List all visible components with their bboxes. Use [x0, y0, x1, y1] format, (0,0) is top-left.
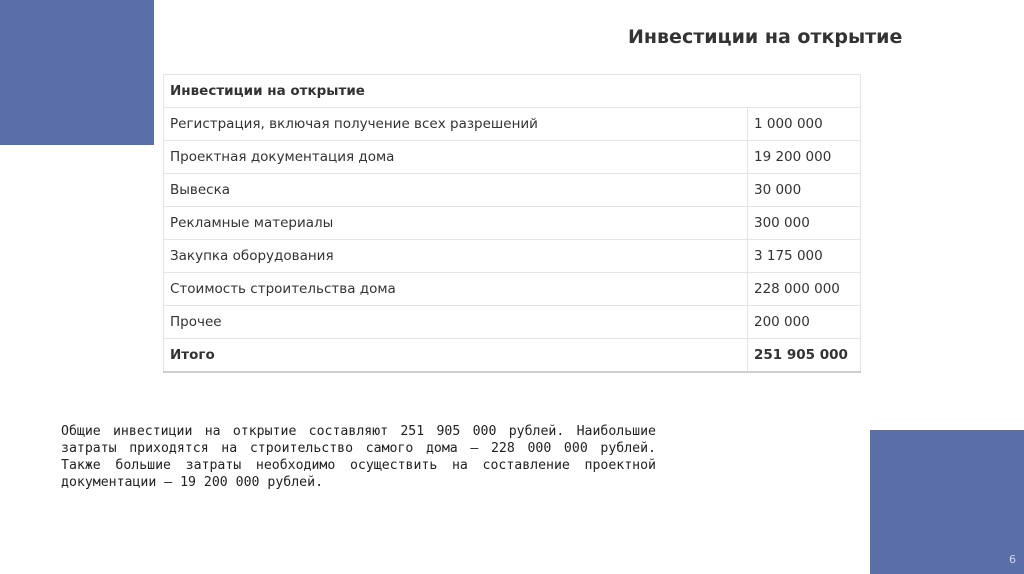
row-label: Закупка оборудования [164, 240, 748, 273]
row-value: 19 200 000 [748, 141, 861, 174]
table-row [164, 108, 861, 141]
row-label: Вывеска [164, 174, 748, 207]
table-row [164, 207, 861, 240]
investment-table [163, 74, 861, 373]
row-value: 300 000 [748, 207, 861, 240]
row-label: Проектная документация дома [164, 141, 748, 174]
row-label: Регистрация, включая получение всех разрешений [164, 108, 748, 141]
table-row [164, 273, 861, 306]
table-row [164, 141, 861, 174]
total-label: Итого [164, 339, 748, 373]
decorative-square-bottom-right [870, 430, 1024, 574]
row-value: 228 000 000 [748, 273, 861, 306]
table-row [164, 240, 861, 273]
row-label: Стоимость строительства дома [164, 273, 748, 306]
row-value: 200 000 [748, 306, 861, 339]
row-value: 30 000 [748, 174, 861, 207]
summary-paragraph: Общие инвестиции на открытие составляют 251 905 000 рублей. Наибольшие затраты приходятся на строительство самого дома — 228 000 000 рублей. Также большие затраты необходимо осуществить на составление проектной документации — 19 200 000 рублей. [61, 424, 656, 490]
table-row [164, 306, 861, 339]
row-label: Рекламные материалы [164, 207, 748, 240]
table-header-cell: Инвестиции на открытие [164, 75, 861, 108]
row-label: Прочее [164, 306, 748, 339]
page-number: 6 [1009, 553, 1016, 566]
table-total-row [164, 339, 861, 373]
total-value: 251 905 000 [748, 339, 861, 373]
row-value: 1 000 000 [748, 108, 861, 141]
row-value: 3 175 000 [748, 240, 861, 273]
decorative-square-top-left [0, 0, 154, 145]
slide-title: Инвестиции на открытие [628, 26, 903, 48]
table-row [164, 174, 861, 207]
table-header-row [164, 75, 861, 108]
